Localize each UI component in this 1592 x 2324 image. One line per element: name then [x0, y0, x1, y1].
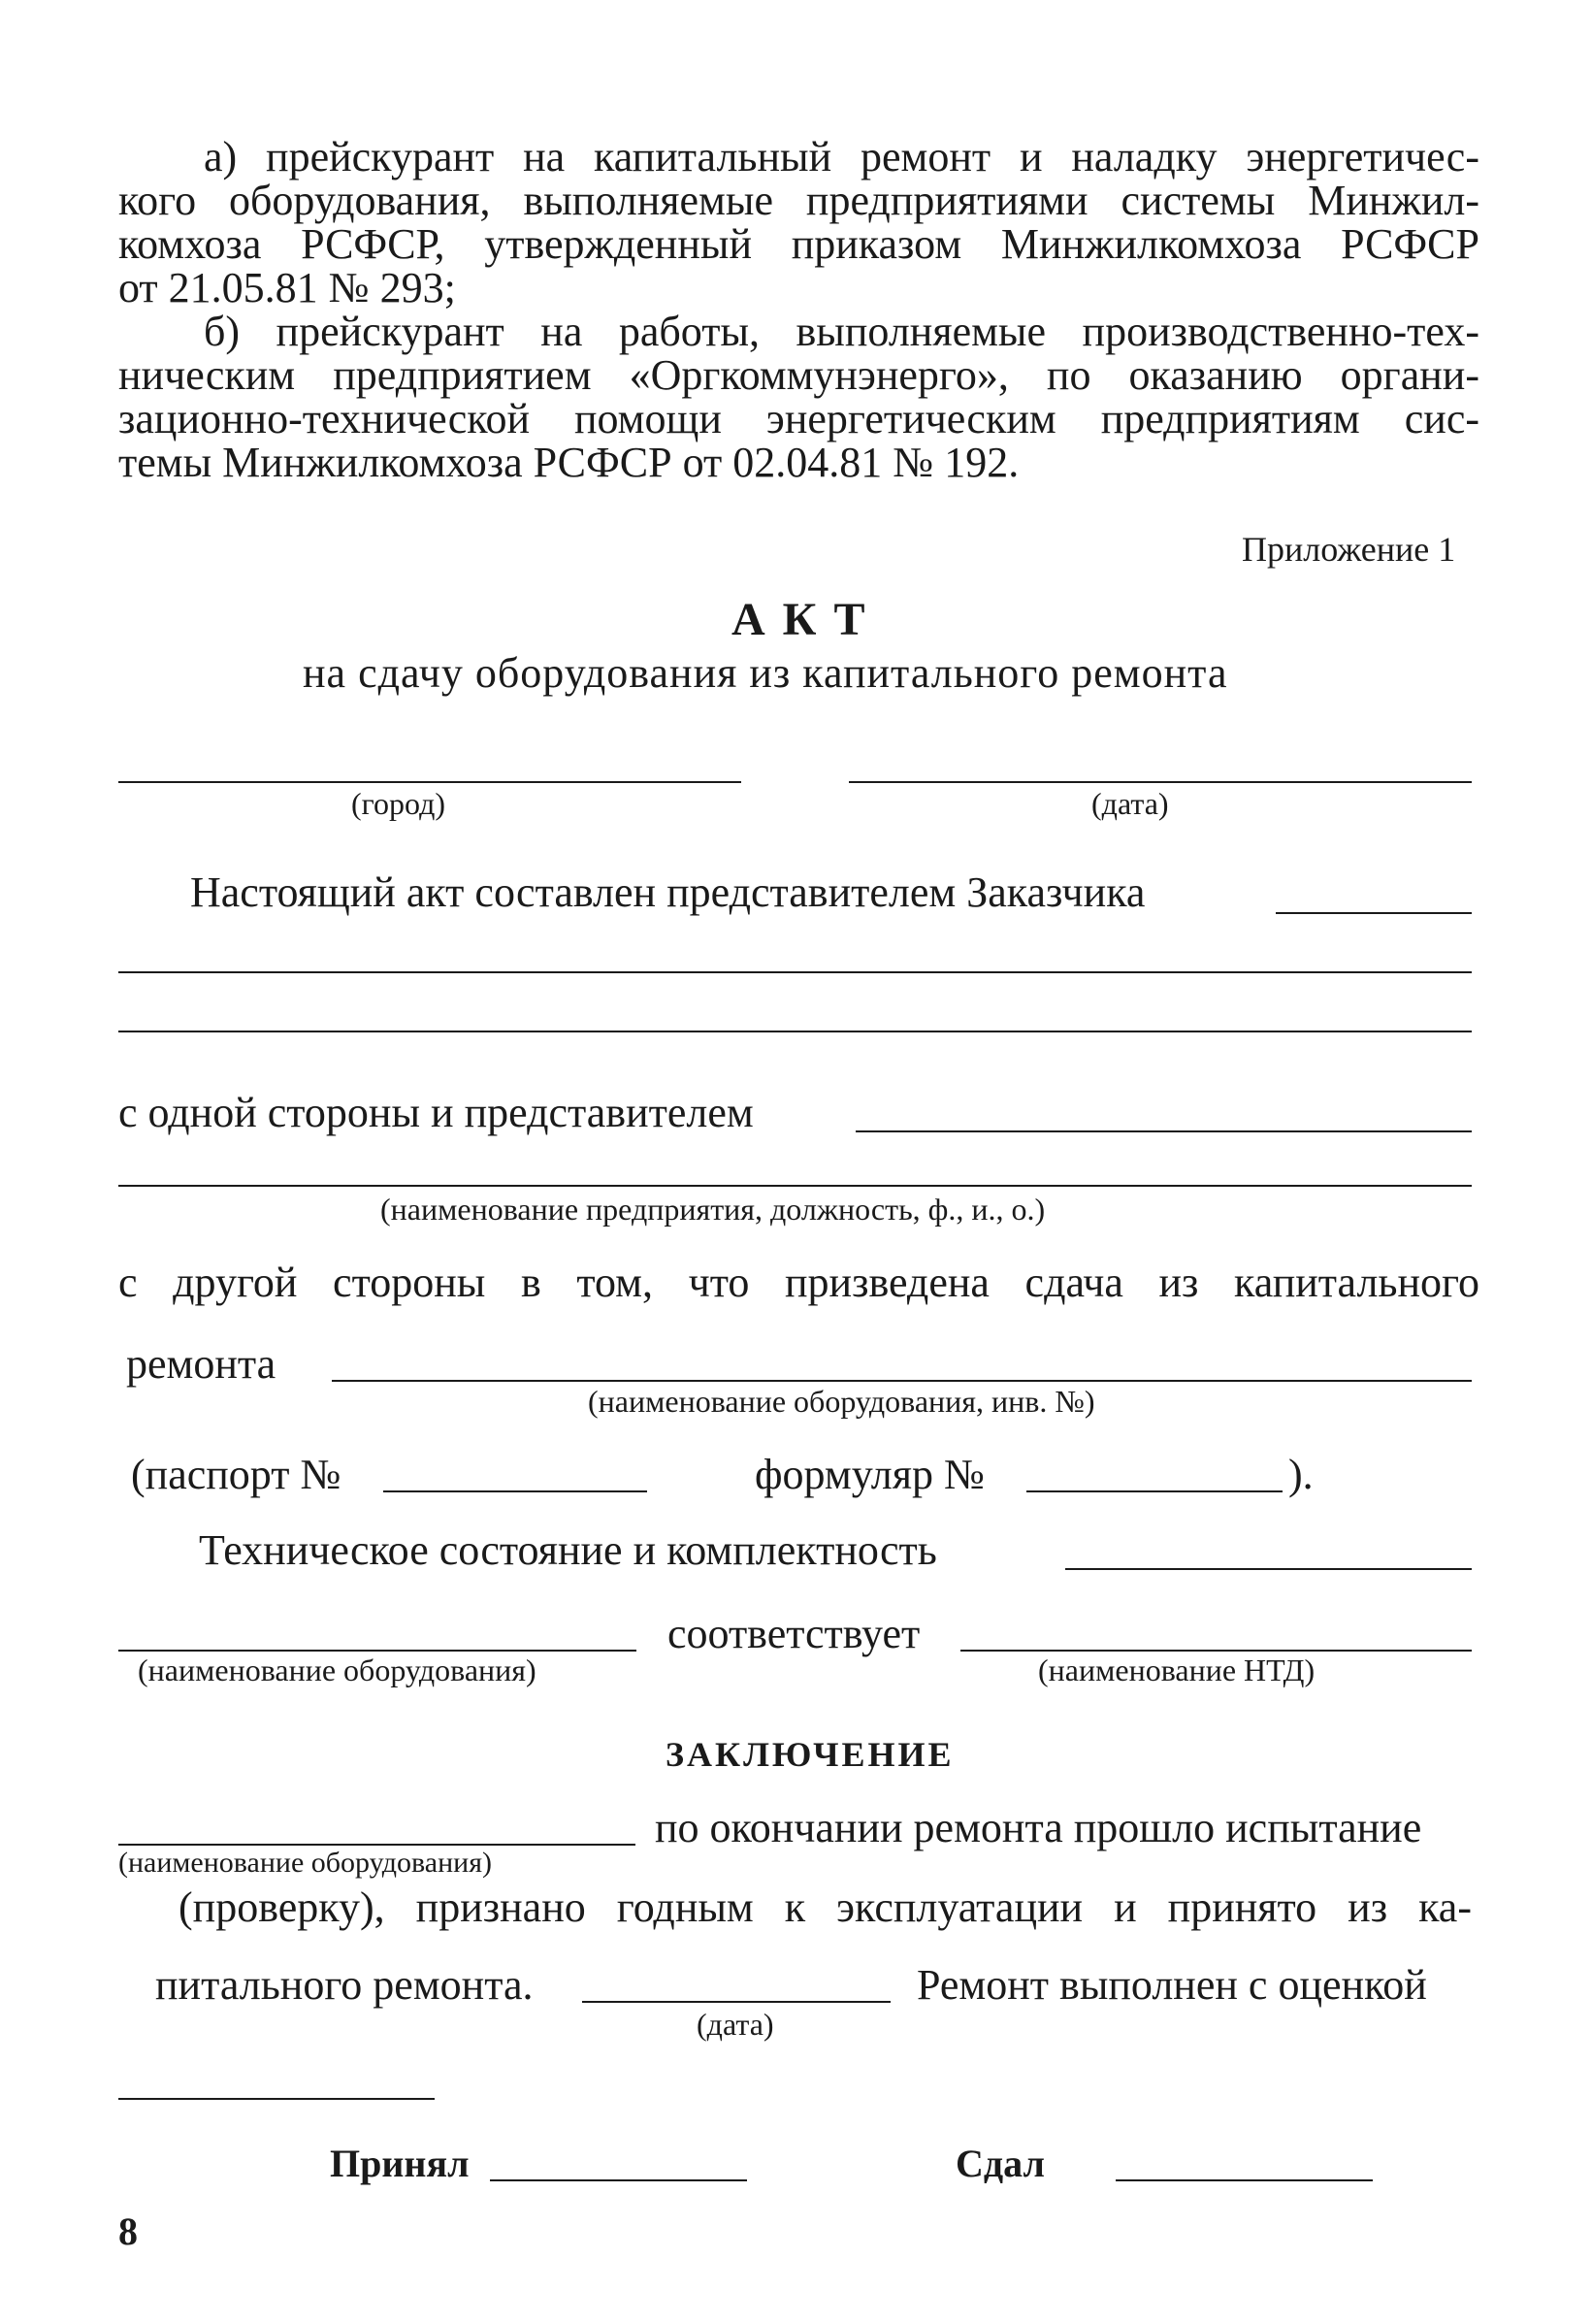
intro-b-line-2: ническим предприятием «Оргкоммунэнерго», по оказанию органи-: [118, 354, 1479, 399]
customer-field-line-3[interactable]: [118, 1031, 1472, 1032]
intro-b-line-3: зационно-технической помощи энергетическим предприятиям сис-: [118, 398, 1479, 442]
intro-b-line-1: б) прейскурант на работы, выполняемые производственно-тех-: [204, 311, 1479, 355]
intro-a-line-4: от 21.05.81 № 293;: [118, 264, 456, 311]
city-caption: (город): [351, 786, 445, 821]
enterprise-caption: (наименование предприятия, должность, ф., и., о.): [380, 1192, 1046, 1227]
date-caption-2: (дата): [697, 2007, 774, 2042]
date-caption: (дата): [1091, 786, 1169, 821]
intro-b-line-4: темы Минжилкомхоза РСФСР от 02.04.81 № 192.: [118, 439, 1020, 486]
corresponds-text: соответствует: [667, 1610, 921, 1657]
capital-repair-text: питального ремонта.: [155, 1961, 534, 2009]
conclusion-equipment-field-line[interactable]: [118, 1844, 635, 1846]
after-repair-text: по окончании ремонта прошло испытание: [655, 1804, 1422, 1851]
ntd-field-line[interactable]: [960, 1650, 1472, 1652]
customer-field-line-2[interactable]: [118, 971, 1472, 973]
repair-done-text: Ремонт выполнен с оценкой: [917, 1961, 1427, 2009]
conclusion-heading: ЗАКЛЮЧЕНИЕ: [666, 1735, 955, 1774]
repair-word: ремонта: [126, 1340, 276, 1388]
formular-field-line[interactable]: [1026, 1490, 1283, 1492]
tech-state-text: Техническое состояние и комплектность: [199, 1526, 937, 1574]
handed-label: Сдал: [956, 2142, 1045, 2185]
one-side-text: с одной стороны и представителем: [118, 1089, 754, 1136]
formular-label: формуляр №: [755, 1451, 985, 1498]
document-title: АКТ: [731, 594, 883, 645]
equipment-inv-caption: (наименование оборудования, инв. №): [588, 1384, 1095, 1419]
representative-field-line[interactable]: [856, 1130, 1472, 1132]
act-composed-text: Настоящий акт составлен представителем Заказчика: [190, 868, 1146, 916]
enterprise-field-line[interactable]: [118, 1185, 1472, 1187]
ntd-caption: (наименование НТД): [1038, 1653, 1316, 1687]
handed-signature-line[interactable]: [1116, 2179, 1373, 2181]
passport-label: (паспорт №: [131, 1451, 341, 1498]
city-field-line[interactable]: [118, 781, 741, 783]
appendix-label: Приложение 1: [1242, 530, 1456, 569]
grade-field-line[interactable]: [118, 2098, 435, 2100]
accepted-label: Принял: [330, 2142, 470, 2185]
date-field-line[interactable]: [849, 781, 1472, 783]
accepted-signature-line[interactable]: [490, 2179, 747, 2181]
intro-a-line-1: а) прейскурант на капитальный ремонт и наладку энергетичес-: [204, 136, 1479, 180]
tech-state-field-line[interactable]: [1065, 1568, 1472, 1570]
equipment-caption: (наименование оборудования): [138, 1653, 536, 1687]
formular-close: ).: [1288, 1451, 1314, 1498]
equipment-inv-field-line[interactable]: [332, 1380, 1472, 1382]
intro-a-line-2: кого оборудования, выполняемые предприятиями системы Минжил-: [118, 180, 1479, 224]
document-subtitle: на сдачу оборудования из капитального ремонта: [303, 649, 1228, 697]
other-side-text: с другой стороны в том, что призведена сдача из капитального: [118, 1261, 1479, 1306]
equipment-caption-2: (наименование оборудования): [118, 1847, 493, 1879]
check-line-text: (проверку), признано годным к эксплуатации и принято из ка-: [179, 1886, 1472, 1931]
repair-date-field-line[interactable]: [582, 2001, 891, 2003]
customer-field-line[interactable]: [1276, 912, 1472, 914]
page-number: 8: [118, 2209, 138, 2253]
intro-a-line-3: комхоза РСФСР, утвержденный приказом Минжилкомхоза РСФСР: [118, 223, 1479, 268]
equipment-field-line[interactable]: [118, 1650, 636, 1652]
passport-field-line[interactable]: [383, 1490, 647, 1492]
